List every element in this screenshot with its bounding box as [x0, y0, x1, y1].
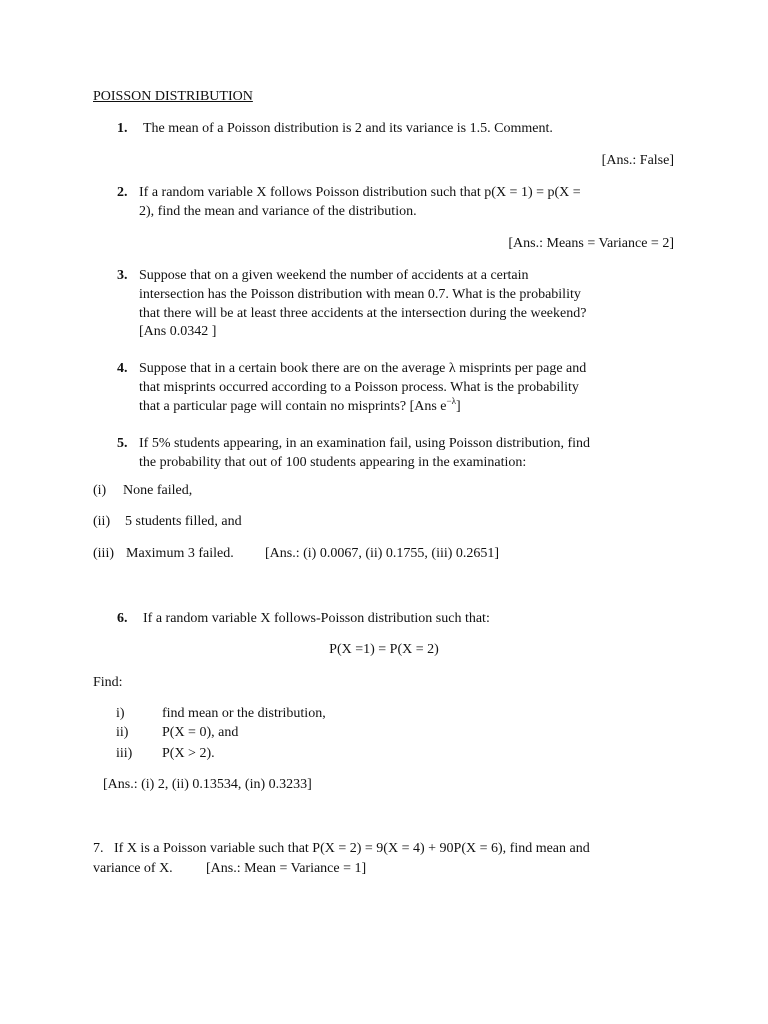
q5-line2: the probability that out of 100 students appearing in the examination:: [139, 455, 527, 470]
q2-number: 2.: [117, 185, 128, 200]
q6-sub-i-label: i): [116, 706, 125, 721]
q6-equation: P(X =1) = P(X = 2): [329, 642, 439, 657]
q7-line1: 7. If X is a Poisson variable such that P(X = 2) = 9(X = 4) + 90P(X = 6), find mean and: [93, 841, 590, 856]
q1-answer: [Ans.: False]: [601, 153, 674, 168]
q5-part-iii-label: (iii): [93, 546, 114, 561]
q6-sub-iii-label: iii): [116, 746, 133, 761]
q2-answer: [Ans.: Means = Variance = 2]: [508, 236, 674, 251]
q5-part-i: None failed,: [123, 483, 193, 498]
q6-answer: [Ans.: (i) 2, (ii) 0.13534, (in) 0.3233]: [103, 777, 312, 792]
document-title: POISSON DISTRIBUTION: [93, 89, 253, 104]
q4-line3-prefix: that a particular page will contain no misprints? [Ans e: [139, 399, 447, 414]
q3-line4: [Ans 0.0342 ]: [139, 324, 217, 339]
q7-answer: [Ans.: Mean = Variance = 1]: [206, 861, 367, 876]
q2-line1: If a random variable X follows Poisson distribution such that p(X = 1) = p(X =: [139, 185, 581, 200]
q4-line2: that misprints occurred according to a Poisson process. What is the probability: [139, 380, 579, 395]
q6-text: If a random variable X follows-Poisson distribution such that:: [143, 611, 490, 626]
q6-number: 6.: [117, 611, 128, 626]
q3-line3: that there will be at least three accidents at the intersection during the weekend?: [139, 306, 587, 321]
q4-line3-suffix: ]: [455, 399, 461, 414]
q4-number: 4.: [117, 361, 128, 376]
q2-line2: 2), find the mean and variance of the distribution.: [139, 204, 417, 219]
q6-sub-i: find mean or the distribution,: [162, 706, 326, 721]
q4-line3-exponent: −λ: [446, 396, 456, 406]
q5-answer: [Ans.: (i) 0.0067, (ii) 0.1755, (iii) 0.2651]: [265, 546, 500, 561]
q3-number: 3.: [117, 268, 128, 283]
q6-sub-ii-label: ii): [116, 725, 129, 740]
q6-sub-iii: P(X > 2).: [162, 746, 215, 761]
q5-part-iii: Maximum 3 failed.: [126, 546, 234, 561]
q5-part-i-label: (i): [93, 483, 107, 498]
q5-part-ii: 5 students filled, and: [125, 514, 242, 529]
q7-line2-text: variance of X.: [93, 861, 173, 876]
q5-part-ii-label: (ii): [93, 514, 111, 529]
q3-line2: intersection has the Poisson distribution with mean 0.7. What is the probability: [139, 287, 581, 302]
q1-text: The mean of a Poisson distribution is 2 and its variance is 1.5. Comment.: [143, 121, 553, 136]
q5-number: 5.: [117, 436, 128, 451]
q6-sub-ii: P(X = 0), and: [162, 725, 239, 740]
q4-line1: Suppose that in a certain book there are on the average λ misprints per page and: [139, 361, 587, 376]
q6-find-label: Find:: [93, 675, 123, 690]
q1-number: 1.: [117, 121, 128, 136]
q4-line3: [139, 397, 461, 416]
q3-line1: Suppose that on a given weekend the number of accidents at a certain: [139, 268, 529, 283]
q5-line1: If 5% students appearing, in an examination fail, using Poisson distribution, find: [139, 436, 591, 451]
